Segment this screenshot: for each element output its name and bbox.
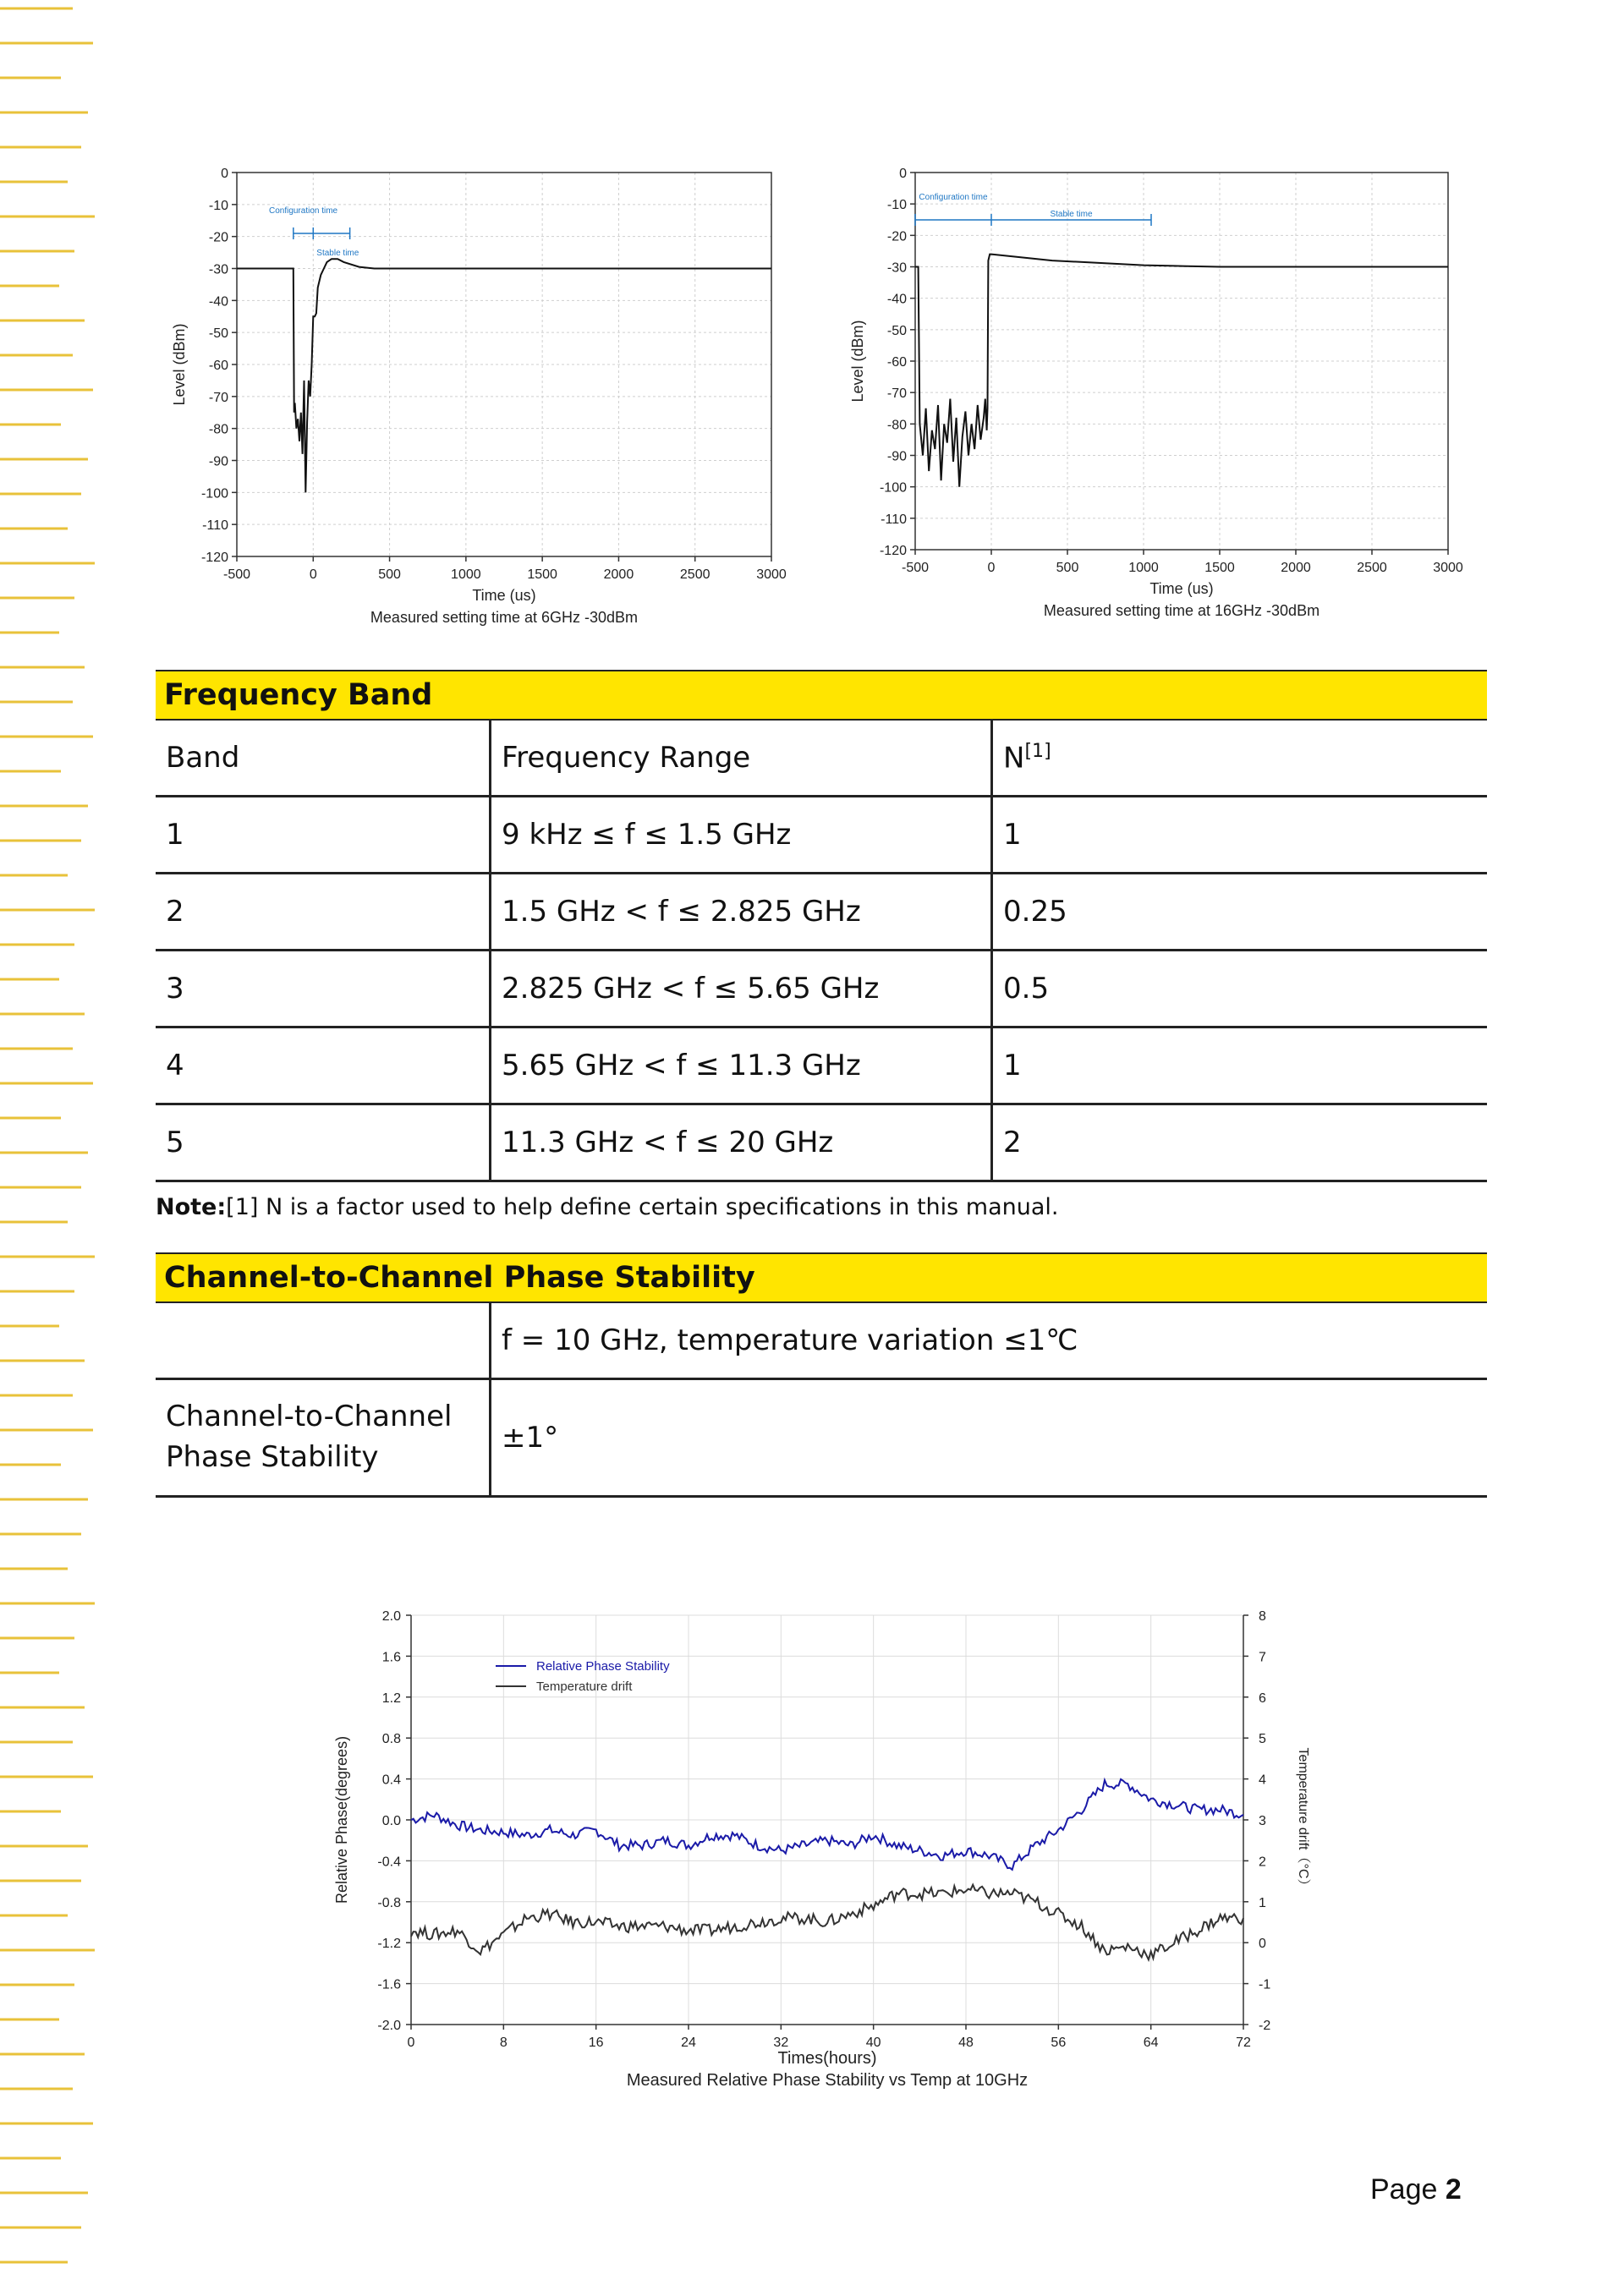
y-tick-label: -1.6 — [377, 1977, 401, 1992]
condition-cell: f = 10 GHz, temperature variation ≤1℃ — [491, 1302, 1488, 1379]
y-tick-label: -80 — [208, 422, 228, 437]
range-cell: 2.825 GHz < f ≤ 5.65 GHz — [491, 951, 992, 1027]
x-tick-label: 1500 — [1204, 561, 1235, 575]
x-tick-label: 64 — [1143, 2036, 1159, 2050]
y-tick-label: -60 — [208, 359, 228, 373]
chart-title: Measured Relative Phase Stability vs Temp at 10GHz — [626, 2071, 1029, 2090]
x-tick-label: 2000 — [1281, 561, 1311, 575]
empty-cell — [156, 1302, 491, 1379]
settling-time-chart-16ghz — [829, 152, 1489, 634]
x-tick-label: 3000 — [1433, 561, 1463, 575]
y2-axis-label: Temperature drift（°C） — [1296, 1747, 1310, 1893]
configuration-time-label: Configuration time — [268, 206, 338, 216]
n-cell: 2 — [992, 1104, 1488, 1181]
x-tick-label: 1500 — [527, 567, 557, 582]
x-tick-label: 72 — [1236, 2036, 1251, 2050]
x-tick-label: 0 — [309, 567, 317, 582]
x-tick-label: 16 — [588, 2036, 604, 2050]
n-cell: 1 — [992, 1027, 1488, 1104]
x-tick-label: 48 — [958, 2036, 974, 2050]
header-n: N[1] — [992, 720, 1488, 797]
y-tick-label: -110 — [202, 518, 228, 534]
x-axis-label: Time (us) — [472, 587, 536, 604]
y-axis-label: Relative Phase(degrees) — [333, 1735, 350, 1904]
x-tick-label: 2500 — [679, 567, 710, 582]
y-tick-label: 0.8 — [381, 1732, 401, 1747]
series-line — [237, 259, 771, 492]
band-cell: 3 — [156, 951, 491, 1027]
x-tick-label: -500 — [901, 561, 930, 575]
y-tick-label: -100 — [200, 486, 228, 501]
y2-tick-label: 4 — [1259, 1773, 1266, 1788]
note-label: Note: — [156, 1194, 227, 1220]
phase-stability-value: ±1° — [491, 1379, 1488, 1497]
y2-tick-label: 1 — [1259, 1895, 1266, 1910]
legend-label: Relative Phase Stability — [536, 1659, 670, 1674]
y2-tick-label: 6 — [1259, 1690, 1266, 1706]
phase-stability-title: Channel-to-Channel Phase Stability — [156, 1253, 1487, 1302]
y-tick-label: -20 — [886, 229, 907, 244]
x-tick-label: 32 — [773, 2036, 789, 2050]
y-tick-label: -100 — [879, 480, 907, 496]
y-tick-label: 0 — [899, 167, 907, 181]
chart-title: Measured setting time at 16GHz -30dBm — [1043, 602, 1320, 619]
x-tick-label: -500 — [222, 567, 251, 582]
x-tick-label: 2000 — [603, 567, 634, 582]
y2-tick-label: 2 — [1259, 1855, 1266, 1870]
y-tick-label: -30 — [208, 262, 228, 277]
y-tick-label: -40 — [208, 294, 228, 310]
header-frequency-range: Frequency Range — [491, 720, 992, 797]
n-cell: 0.25 — [992, 874, 1488, 951]
y-axis-label: Level (dBm) — [849, 320, 866, 403]
y-tick-label: 0 — [221, 167, 228, 181]
note-text: [1] N is a factor used to help define certain specifications in this manual. — [226, 1194, 1059, 1220]
n-cell: 1 — [992, 797, 1488, 874]
y-tick-label: 1.6 — [381, 1650, 401, 1665]
y-tick-label: -120 — [200, 551, 228, 565]
series-line-phase — [411, 1779, 1243, 1870]
y-tick-label: -110 — [881, 512, 907, 527]
x-tick-label: 56 — [1051, 2036, 1067, 2050]
band-cell: 2 — [156, 874, 491, 951]
x-tick-label: 3000 — [756, 567, 787, 582]
y-tick-label: -30 — [886, 260, 907, 276]
y-tick-label: -80 — [886, 418, 907, 433]
stable-time-label: Stable time — [1050, 210, 1093, 219]
settling-time-chart-6ghz — [152, 152, 812, 643]
x-tick-label: 0 — [407, 2036, 415, 2050]
range-cell: 1.5 GHz < f ≤ 2.825 GHz — [491, 874, 992, 951]
range-cell: 9 kHz ≤ f ≤ 1.5 GHz — [491, 797, 992, 874]
x-tick-label: 40 — [865, 2036, 881, 2050]
band-cell: 1 — [156, 797, 491, 874]
y-tick-label: -90 — [886, 449, 907, 464]
header-band: Band — [156, 720, 491, 797]
band-cell: 4 — [156, 1027, 491, 1104]
n-cell: 0.5 — [992, 951, 1488, 1027]
series-line-temperature — [411, 1885, 1243, 1960]
y-tick-label: -70 — [208, 390, 228, 405]
x-tick-label: 1000 — [451, 567, 481, 582]
y-tick-label: 0.4 — [381, 1773, 401, 1788]
x-tick-label: 2500 — [1357, 561, 1387, 575]
frequency-band-title: Frequency Band — [156, 671, 1487, 720]
table-row — [156, 951, 1487, 1027]
x-tick-label: 8 — [499, 2036, 508, 2050]
frequency-band-table — [156, 670, 1487, 1182]
x-axis-label: Time (us) — [1149, 580, 1214, 597]
y-tick-label: -40 — [886, 292, 907, 307]
y-tick-label: -1.2 — [377, 1937, 401, 1952]
plot-frame — [237, 173, 771, 556]
table-row — [156, 1104, 1487, 1181]
y2-tick-label: 0 — [1259, 1937, 1266, 1952]
band-cell: 5 — [156, 1104, 491, 1181]
range-cell: 11.3 GHz < f ≤ 20 GHz — [491, 1104, 992, 1181]
x-tick-label: 0 — [987, 561, 996, 575]
x-axis-label: Times(hours) — [777, 2049, 877, 2068]
y-tick-label: -60 — [886, 355, 907, 370]
y-tick-label: -50 — [886, 323, 907, 338]
y-tick-label: -2.0 — [377, 2019, 401, 2033]
y-tick-label: 0.0 — [381, 1814, 401, 1828]
phase-stability-label: Channel-to-Channel Phase Stability — [156, 1379, 491, 1497]
table-row — [156, 874, 1487, 951]
y-tick-label: 2.0 — [381, 1609, 401, 1624]
phase-stability-chart — [313, 1581, 1328, 2106]
y-tick-label: 1.2 — [381, 1690, 401, 1706]
y-axis-label: Level (dBm) — [171, 323, 188, 406]
range-cell: 5.65 GHz < f ≤ 11.3 GHz — [491, 1027, 992, 1104]
y2-tick-label: 8 — [1259, 1609, 1266, 1624]
y-tick-label: -50 — [208, 326, 228, 342]
y-tick-label: -70 — [886, 386, 907, 402]
y-tick-label: -20 — [208, 230, 228, 245]
legend-label: Temperature drift — [536, 1680, 633, 1694]
series-line — [915, 255, 1448, 487]
table-note — [156, 1194, 1059, 1220]
y-tick-label: -0.4 — [377, 1855, 401, 1870]
x-tick-label: 500 — [1056, 561, 1079, 575]
table-row — [156, 797, 1487, 874]
x-tick-label: 1000 — [1128, 561, 1159, 575]
y2-tick-label: -2 — [1259, 2019, 1271, 2033]
stable-time-label: Stable time — [316, 249, 359, 258]
footnote-ref: [1] — [1024, 740, 1051, 763]
page-number: Page 2 — [1370, 2173, 1462, 2206]
chart-title: Measured setting time at 6GHz -30dBm — [370, 609, 639, 626]
x-tick-label: 500 — [378, 567, 401, 582]
y2-tick-label: 7 — [1259, 1650, 1266, 1665]
y-tick-label: -10 — [886, 198, 907, 213]
y-tick-label: -0.8 — [377, 1895, 401, 1910]
table-row — [156, 1027, 1487, 1104]
y2-tick-label: 5 — [1259, 1732, 1266, 1747]
y2-tick-label: 3 — [1259, 1814, 1266, 1828]
y-tick-label: -120 — [879, 544, 907, 558]
phase-stability-table — [156, 1252, 1487, 1498]
y-tick-label: -10 — [208, 198, 228, 213]
margin-decoration — [0, 0, 102, 2296]
y2-tick-label: -1 — [1259, 1977, 1271, 1992]
y-tick-label: -90 — [208, 454, 228, 469]
x-tick-label: 24 — [681, 2036, 696, 2050]
configuration-time-label: Configuration time — [919, 193, 988, 202]
